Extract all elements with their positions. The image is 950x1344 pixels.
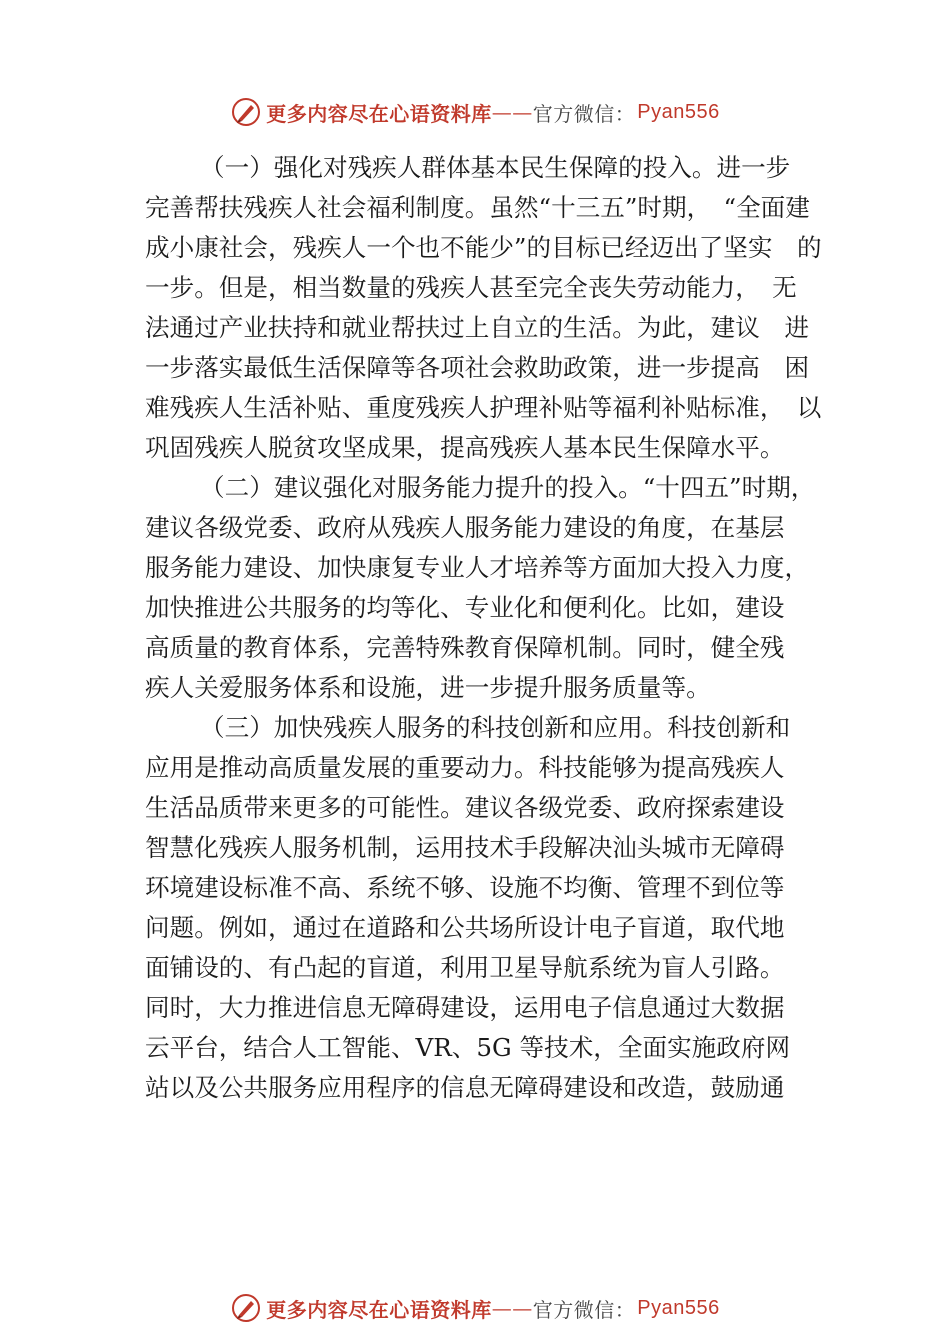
banner-wechat-id: Pyan556 <box>637 100 720 123</box>
paragraph-3 <box>145 708 833 1108</box>
text-line: 难残疾人生活补贴、重度残疾人护理补贴等福利补贴标准， 以 <box>145 393 822 422</box>
text-line: 一步落实最低生活保障等各项社会救助政策，进一步提高 困 <box>145 353 810 382</box>
text-line: 问题。例如，通过在道路和公共场所设计电子盲道，取代地 <box>145 913 785 942</box>
banner-wechat-id: Pyan556 <box>637 1296 720 1319</box>
pen-logo-icon <box>230 96 262 128</box>
banner-main-text: 更多内容尽在心语资料库 <box>266 1297 492 1322</box>
paragraph-2 <box>145 468 833 708</box>
text-line: 智慧化残疾人服务机制，运用技术手段解决汕头城市无障碍 <box>145 833 785 862</box>
banner-dash: —— <box>491 1296 533 1320</box>
text-line: 成小康社会，残疾人一个也不能少”的目标已经迈出了坚实 的 <box>145 233 822 262</box>
text-line: 同时，大力推进信息无障碍建设，运用电子信息通过大数据 <box>145 993 785 1022</box>
text-line: 云平台，结合人工智能、VR、5G 等技术，全面实施政府网 <box>145 1033 791 1062</box>
text-line: 一步。但是，相当数量的残疾人甚至完全丧失劳动能力， 无 <box>145 273 797 302</box>
banner-dash: —— <box>491 100 533 124</box>
text-line: 建议各级党委、政府从残疾人服务能力建设的角度，在基层 <box>145 513 785 542</box>
banner-official-label: 官方微信： <box>532 1297 636 1322</box>
footer-banner <box>0 1288 950 1328</box>
banner-main-text: 更多内容尽在心语资料库 <box>266 101 492 126</box>
pen-logo-icon <box>230 1292 262 1324</box>
text-line: 法通过产业扶持和就业帮扶过上自立的生活。为此，建议 进 <box>145 313 810 342</box>
text-line: 高质量的教育体系，完善特殊教育保障机制。同时，健全残 <box>145 633 785 662</box>
text-line: （二）建议强化对服务能力提升的投入。“十四五”时期， <box>200 473 816 502</box>
text-line: 服务能力建设、加快康复专业人才培养等方面加大投入力度， <box>145 553 810 582</box>
banner-official-label: 官方微信： <box>532 101 636 126</box>
text-line: 完善帮扶残疾人社会福利制度。虽然“十三五”时期， “全面建 <box>145 193 810 222</box>
text-line: （三）加快残疾人服务的科技创新和应用。科技创新和 <box>200 713 791 742</box>
text-line: 应用是推动高质量发展的重要动力。科技能够为提高残疾人 <box>145 753 785 782</box>
text-line: （一）强化对残疾人群体基本民生保障的投入。进一步 <box>200 153 791 182</box>
text-line: 疾人关爱服务体系和设施，进一步提升服务质量等。 <box>145 673 711 702</box>
text-line: 环境建设标准不高、系统不够、设施不均衡、管理不到位等 <box>145 873 785 902</box>
text-line: 加快推进公共服务的均等化、专业化和便利化。比如，建设 <box>145 593 785 622</box>
header-banner <box>0 92 950 132</box>
text-line: 生活品质带来更多的可能性。建议各级党委、政府探索建设 <box>145 793 785 822</box>
paragraph-1 <box>145 148 833 468</box>
text-line: 站以及公共服务应用程序的信息无障碍建设和改造，鼓励通 <box>145 1073 785 1102</box>
text-line: 巩固残疾人脱贫攻坚成果，提高残疾人基本民生保障水平。 <box>145 433 785 462</box>
document-body <box>145 148 833 1108</box>
text-line: 面铺设的、有凸起的盲道，利用卫星导航系统为盲人引路。 <box>145 953 785 982</box>
